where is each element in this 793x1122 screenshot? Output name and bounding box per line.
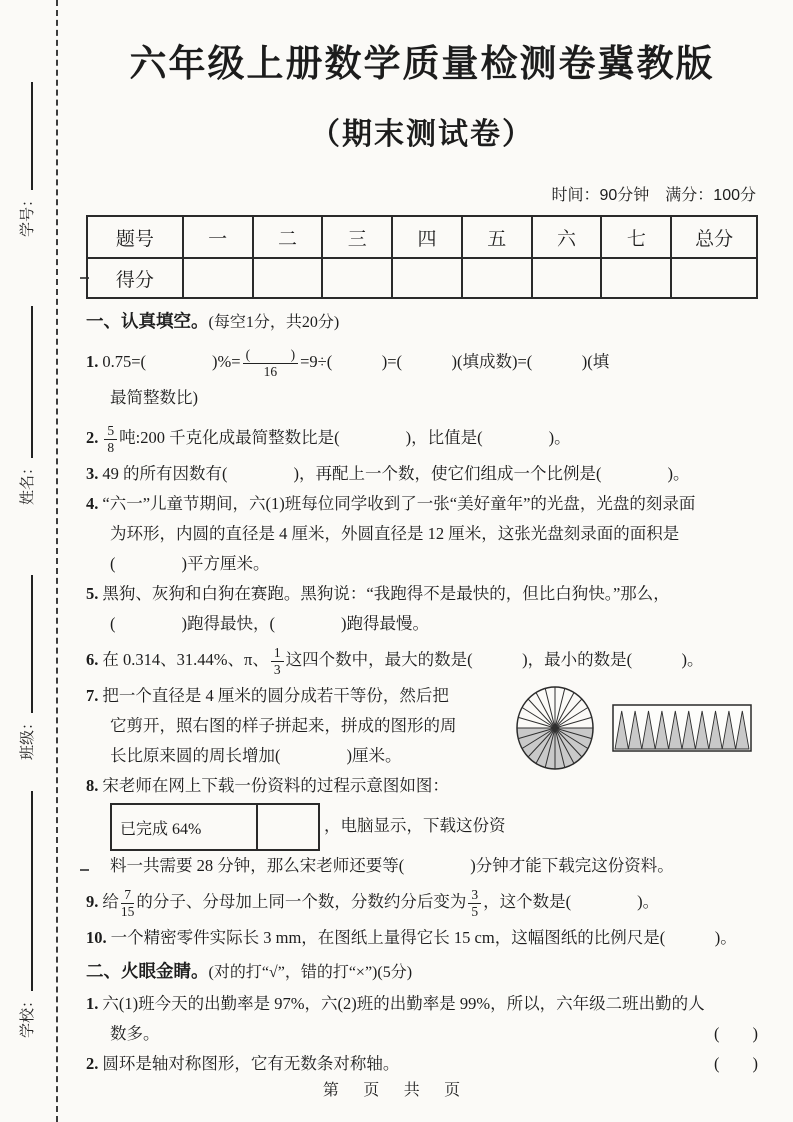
question-text: 六(1)班今天的出勤率是 97%，六(2)班的出勤率是 99%，所以，六年级二班出勤的人	[102, 994, 705, 1014]
question-text: ( )平方厘米。	[110, 554, 270, 573]
question-text: 0.75=( )%=	[102, 352, 241, 371]
question-10	[86, 923, 758, 953]
question-text: 料一共需要 28 分钟，那么宋老师还要等( )分钟才能下载完这份资料。	[110, 856, 674, 876]
judge-parentheses: ( )	[714, 1054, 758, 1074]
sidebar-field-school	[16, 776, 40, 1038]
question-text: 为环形，内圆的直径是 4 厘米，外圆直径是 12 厘米，这张光盘刻录面的面积是	[110, 524, 680, 543]
question-number: 8.	[86, 776, 99, 795]
score-table-cell: 题号	[87, 216, 183, 258]
score-table-header-row	[87, 216, 757, 258]
page-subtitle: （期末测试卷）	[310, 118, 534, 151]
download-progress-box	[110, 803, 320, 851]
question-2	[86, 417, 758, 459]
question-text: 宋老师在网上下载一份资料的过程示意图如图：	[102, 776, 449, 795]
school-blank-line	[17, 791, 33, 991]
download-progress-remaining	[258, 805, 318, 849]
name-blank-line	[17, 306, 33, 458]
page-title: 六年级上册数学质量检测卷冀教版	[129, 43, 715, 84]
fraction-denominator: 5	[471, 903, 479, 919]
section1-heading	[86, 309, 758, 335]
question-text: 黑狗、灰狗和白狗在赛跑。黑狗说：“我跑得不是最快的，但比白狗快。”那么，	[102, 584, 670, 603]
score-label-cell: 得分	[87, 258, 183, 298]
sidebar-field-class	[16, 562, 40, 760]
fraction-numerator: 1	[271, 645, 284, 662]
question-1	[86, 341, 758, 413]
page-footer	[0, 1077, 793, 1100]
time-score-meta: 时间：90分钟 满分：100分	[551, 187, 756, 204]
empty-score-cell	[392, 258, 462, 298]
left-dashed-cut-line	[56, 0, 58, 1122]
score-table-cell: 三	[322, 216, 392, 258]
download-progress-label: 已完成 64%	[112, 805, 258, 849]
section1-heading-text: 一、认真填空。	[86, 311, 209, 331]
section2-heading-note: (对的打“√”，错的打“×”)(5分)	[208, 964, 413, 982]
class-label: 班级：	[19, 714, 36, 760]
question-text: ，电脑显示，下载这份资	[324, 816, 506, 835]
fraction-denominator: 8	[107, 439, 115, 455]
question-4	[86, 489, 758, 579]
score-table-cell: 总分	[671, 216, 757, 258]
question-text: 49 的所有因数有( )，再配上一个数，使它们组成一个比例是( )。	[102, 464, 690, 483]
question-number: 2.	[86, 1054, 99, 1074]
score-table-cell: 四	[392, 216, 462, 258]
judge-question-1	[86, 989, 758, 1049]
judge-parentheses: ( )	[714, 1024, 758, 1044]
fraction	[243, 347, 299, 379]
student-id-label: 学号：	[19, 191, 36, 237]
empty-score-cell	[322, 258, 392, 298]
rearranged-strip-figure	[612, 704, 752, 752]
section2-heading-text: 二、火眼金睛。	[86, 961, 209, 982]
fraction-denominator: 15	[120, 903, 135, 919]
score-table-cell: 五	[462, 216, 532, 258]
fraction-denominator: 3	[273, 661, 281, 677]
empty-score-cell	[183, 258, 253, 298]
question-3	[86, 459, 758, 489]
question-text: 长比原来圆的周长增加( )厘米。	[110, 746, 402, 765]
question-5	[86, 579, 758, 639]
question-text: 最简整数比)	[110, 388, 198, 407]
question-number: 3.	[86, 464, 99, 483]
question-text: 的分子、分母加上同一个数，分数约分后变为	[136, 892, 467, 912]
section2-heading	[86, 959, 758, 985]
circle-sectors-figure	[514, 685, 596, 771]
fraction-denominator: 16	[263, 363, 278, 379]
class-blank-line	[17, 575, 33, 713]
question-8	[86, 771, 758, 881]
student-id-blank-line	[17, 82, 33, 190]
score-table-cell: 六	[532, 216, 602, 258]
page-number-text: 第 页 共 页	[322, 1082, 471, 1099]
score-table	[86, 215, 758, 299]
question-number: 4.	[86, 494, 99, 513]
question-text: 圆环是轴对称图形，它有无数条对称轴。	[102, 1054, 400, 1074]
empty-score-cell	[601, 258, 671, 298]
question-number: 5.	[86, 584, 99, 603]
fraction	[271, 645, 284, 677]
school-label: 学校：	[19, 992, 36, 1038]
question-text: 这四个数中，最大的数是( )，最小的数是( )。	[285, 650, 704, 669]
score-table-cell: 一	[183, 216, 253, 258]
judge-question-2	[86, 1049, 758, 1079]
fraction	[468, 887, 481, 919]
empty-score-cell	[671, 258, 757, 298]
fraction-numerator: 7	[121, 887, 135, 904]
question-number: 2.	[86, 428, 99, 447]
fraction-numerator: 3	[468, 887, 481, 904]
question-number: 9.	[86, 892, 99, 912]
fraction	[121, 887, 135, 919]
question-number: 6.	[86, 650, 99, 669]
fraction-numerator: ( )	[243, 347, 299, 364]
question-6	[86, 639, 758, 681]
question-text: =9÷( )=( )(填成数)=( )(填	[300, 352, 610, 371]
empty-score-cell	[462, 258, 532, 298]
question-text: ( )跑得最快，( )跑得最慢。	[110, 614, 429, 633]
section1-heading-note: (每空1分，共20分)	[208, 314, 340, 331]
question-text: 数多。	[110, 1024, 160, 1044]
sidebar-field-student-id	[16, 70, 40, 237]
question-number: 10.	[86, 928, 107, 948]
question-text: 在 0.314、31.44%、π、	[102, 650, 269, 669]
question-text: 它剪开，照右图的样子拼起来，拼成的图形的周	[110, 716, 457, 735]
name-label: 姓名：	[19, 459, 36, 505]
score-table-cell: 二	[253, 216, 323, 258]
question-text: 给	[102, 892, 119, 912]
question-text: 吨:200 千克化成最简整数比是( )，比值是( )。	[119, 428, 571, 447]
question-text: ，这个数是( )。	[483, 892, 660, 912]
question-number: 1.	[86, 994, 99, 1014]
question-text: 把一个直径是 4 厘米的圆分成若干等份，然后把	[102, 686, 449, 705]
question-number: 7.	[86, 686, 99, 705]
question-text: “六一”儿童节期间，六(1)班每位同学收到了一张“美好童年”的光盘，光盘的刻录面	[102, 494, 696, 513]
empty-score-cell	[532, 258, 602, 298]
fraction-numerator: 5	[104, 423, 117, 440]
question-text: 一个精密零件实际长 3 mm，在图纸上量得它长 15 cm，这幅图纸的比例尺是( )。	[110, 928, 737, 948]
question-7	[86, 681, 758, 771]
fraction	[104, 423, 117, 455]
score-table-cell: 七	[601, 216, 671, 258]
empty-score-cell	[253, 258, 323, 298]
question-7-figures	[514, 685, 758, 771]
score-table-score-row	[87, 258, 757, 298]
question-number: 1.	[86, 352, 99, 371]
sidebar-field-name	[16, 293, 40, 505]
question-9	[86, 881, 758, 923]
exam-paper	[86, 0, 758, 1079]
